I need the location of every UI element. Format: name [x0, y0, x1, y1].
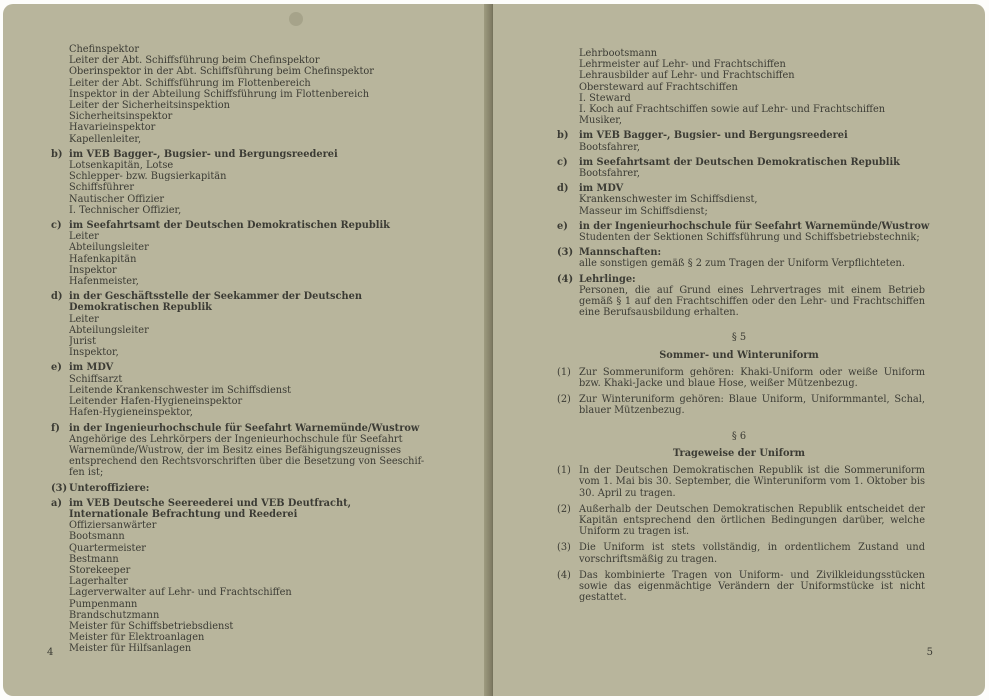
section-label: b) — [51, 148, 63, 160]
section-heading: Lehrlinge: — [579, 273, 636, 285]
section-block — [493, 221, 985, 243]
list-line: Warnemünde/Wustrow, der im Besitz eines Befähigungszeugnisses — [69, 444, 402, 456]
section-heading: im Seefahrtsamt der Deutschen Demokratischen Republik — [69, 220, 390, 232]
section-heading: im MDV — [579, 183, 624, 195]
list-line: Inspektor, — [69, 347, 119, 359]
right-page-content — [493, 48, 985, 603]
numbered-paragraph — [493, 367, 925, 389]
list-line: Masseur im Schiffsdienst; — [579, 205, 708, 217]
list-line: Leitende Krankenschwester im Schiffsdienst — [69, 384, 292, 396]
section-label: c) — [51, 220, 62, 232]
section-heading: Unteroffiziere: — [69, 482, 150, 494]
page-number-right: 5 — [926, 647, 933, 658]
section-block — [3, 149, 491, 216]
list-line: Lehrausbilder auf Lehr- und Frachtschiffen — [579, 70, 795, 82]
section-block — [493, 157, 985, 179]
numbered-paragraph — [493, 570, 925, 604]
paragraph-text: alle sonstigen gemäß § 2 zum Tragen der Uniform Verpflichteten. — [579, 258, 905, 270]
section-label: e) — [51, 362, 62, 374]
list-line: Leiter — [69, 231, 99, 243]
list-line: Kapellenleiter, — [69, 133, 142, 145]
numbered-paragraph — [493, 504, 925, 538]
section-heading: in der Geschäftsstelle der Seekammer der Deutschen Demokratischen Republik — [69, 291, 362, 314]
numbered-paragraph — [493, 465, 925, 499]
paragraph-text: Zur Winteruniform gehören: Blaue Uniform, Uniformmantel, Schal, blauer Mützenbezug. — [579, 394, 925, 417]
list-line: I. Koch auf Frachtschiffen sowie auf Lehr- und Frachtschiffen — [579, 104, 886, 116]
list-line: Bootsfahrer, — [579, 141, 640, 153]
paragraph-text: Außerhalb der Deutschen Demokratischen Republik entscheidet der Kapitän entsprechend den örtlichen Bedingungen darüber, welche Uniform zu tragen ist. — [579, 503, 925, 538]
paragraph-text: Die Uniform ist stets vollständig, in ordentlichem Zustand und vorschriftsmäßig zu tragen. — [579, 542, 925, 565]
paper-stain — [289, 12, 303, 26]
section-label: (3) — [51, 482, 68, 494]
paragraph-title: Sommer- und Winteruniform — [659, 349, 819, 361]
list-line: Bestmann — [69, 553, 119, 565]
list-line: Abteilungsleiter — [69, 242, 149, 254]
list-line: Lagerverwalter auf Lehr- und Frachtschiffen — [69, 587, 292, 599]
list-line: Storekeeper — [69, 564, 131, 576]
list-line: Chefinspektor — [69, 44, 139, 55]
list-line: Schiffsarzt — [69, 373, 123, 385]
list-line: fen ist; — [69, 467, 104, 479]
paragraph-label: (1) — [557, 366, 571, 378]
section-label: c) — [557, 156, 568, 168]
numbered-paragraph — [493, 394, 925, 416]
page-number-left: 4 — [47, 647, 54, 658]
list-line: Oberinspektor in der Abt. Schiffsführung beim Chefinspektor — [69, 66, 374, 78]
list-line: Lehrbootsmann — [579, 48, 658, 59]
section-label: (4) — [557, 273, 574, 285]
list-line: Inspektor in der Abteilung Schiffsführung im Flottenbereich — [69, 88, 370, 100]
section-heading: in der Ingenieurhochschule für Seefahrt Warnemünde/Wustrow — [69, 422, 420, 434]
list-line: Obersteward auf Frachtschiffen — [579, 81, 738, 93]
section-block — [3, 291, 491, 358]
list-line: Hafen-Hygieneinspektor, — [69, 407, 193, 419]
paragraph-label: (2) — [557, 394, 571, 406]
section-block — [3, 220, 491, 287]
right-page — [493, 4, 985, 696]
list-line: Lehrmeister auf Lehr- und Frachtschiffen — [579, 59, 786, 71]
section-block — [493, 183, 985, 217]
list-line: Sicherheitsinspektor — [69, 111, 173, 123]
section-heading: Mannschaften: — [579, 247, 662, 259]
list-line: I. Technischer Offizier, — [69, 204, 182, 216]
section-label: d) — [51, 291, 63, 303]
list-line: Lotsenkapitän, Lotse — [69, 160, 174, 172]
list-line: Leitender Hafen-Hygieneinspektor — [69, 396, 243, 408]
list-line: Inspektor — [69, 264, 117, 276]
section-heading: im MDV — [69, 362, 114, 374]
list-line: Bootsfahrer, — [579, 168, 640, 180]
paragraph-text: Personen, die auf Grund eines Lehrvertrages mit einem Betrieb gemäß § 1 auf den Frachtschiffen oder den Lehr- und Frachtschiffen eine Berufsausbildung erhalten. — [579, 284, 925, 319]
list-line: Krankenschwester im Schiffsdienst, — [579, 194, 758, 206]
paragraph-text: Das kombinierte Tragen von Uniform- und Zivilkleidungsstücken sowie das eigenmächtige Verändern der Uniformstücke ist nicht gestattet. — [579, 569, 925, 604]
paragraph-number: § 6 — [731, 430, 747, 442]
section-heading: im VEB Bagger-, Bugsier- und Bergungsreederei — [69, 148, 338, 160]
list-line: Bootsmann — [69, 531, 125, 543]
section-block — [3, 423, 491, 479]
list-line: I. Steward — [579, 92, 631, 104]
list-line: Abteilungsleiter — [69, 324, 149, 336]
paragraph-label: (3) — [557, 542, 571, 554]
list-line: entsprechend den Rechtsvorschriften über die Besetzung von Seeschif- — [69, 456, 425, 468]
list-line: Angehörige des Lehrkörpers der Ingenieurhochschule für Seefahrt — [69, 433, 403, 445]
list-line: Offiziersanwärter — [69, 520, 157, 532]
left-page-content — [3, 44, 491, 655]
list-line: Hafenkapitän — [69, 253, 137, 265]
section-label: a) — [51, 497, 62, 509]
list-line: Quartermeister — [69, 542, 146, 554]
list-line: Musiker, — [579, 115, 622, 127]
section-label: (3) — [557, 247, 574, 259]
section-block — [493, 130, 985, 152]
list-line: Meister für Elektroanlagen — [69, 632, 205, 644]
list-line: Studenten der Sektionen Schiffsführung und Schiffsbetriebstechnik; — [579, 232, 920, 244]
list-line: Schlepper- bzw. Bugsierkapitän — [69, 171, 227, 183]
section-block — [3, 362, 491, 418]
list-line: Jurist — [69, 336, 97, 348]
left-page — [3, 4, 491, 696]
section-block — [3, 498, 491, 655]
list-line: Leiter der Abt. Schiffsführung beim Chefinspektor — [69, 55, 320, 67]
list-line: Schiffsführer — [69, 182, 135, 194]
section-block — [493, 274, 925, 319]
section-heading: in der Ingenieurhochschule für Seefahrt Warnemünde/Wustrow — [579, 220, 930, 232]
section-heading: im VEB Deutsche Seereederei und VEB Deutfracht, Internationale Befrachtung und Reederei — [69, 497, 352, 520]
list-line: Havarieinspektor — [69, 122, 156, 134]
list-line: Leiter der Abt. Schiffsführung im Flottenbereich — [69, 77, 311, 89]
paragraph-label: (2) — [557, 503, 571, 515]
paragraph-text: In der Deutschen Demokratischen Republik ist die Sommeruniform vom 1. Mai bis 30. September, die Winteruniform vom 1. Oktober bis 30. April zu tragen. — [579, 465, 925, 499]
list-line: Brandschutzmann — [69, 609, 160, 621]
section-block — [493, 247, 925, 269]
section-block — [3, 483, 491, 494]
paragraph-label: (4) — [557, 569, 571, 581]
section-heading: im VEB Bagger-, Bugsier- und Bergungsreederei — [579, 130, 848, 142]
section-label: f) — [51, 422, 60, 434]
section-label: e) — [557, 220, 568, 232]
list-line: Nautischer Offizier — [69, 193, 165, 205]
paragraph-label: (1) — [557, 465, 571, 477]
list-line: Pumpenmann — [69, 598, 138, 610]
list-line: Leiter — [69, 313, 99, 325]
section-label: d) — [557, 183, 569, 195]
paragraph-text: Zur Sommeruniform gehören: Khaki-Uniform oder weiße Uniform bzw. Khaki-Jacke und blaue Hose, weißer Mützenbezug. — [579, 366, 925, 390]
paragraph-title: Trageweise der Uniform — [672, 447, 806, 459]
list-line: Hafenmeister, — [69, 276, 139, 288]
list-line: Meister für Schiffsbetriebsdienst — [69, 620, 234, 632]
paragraph-number: § 5 — [731, 332, 747, 344]
section-heading: im Seefahrtsamt der Deutschen Demokratischen Republik — [579, 156, 900, 168]
list-line: Meister für Hilfsanlagen — [69, 643, 192, 655]
list-line: Leiter der Sicherheitsinspektion — [69, 100, 230, 112]
numbered-paragraph — [493, 542, 925, 564]
list-line: Lagerhalter — [69, 576, 128, 588]
section-label: b) — [557, 130, 569, 142]
